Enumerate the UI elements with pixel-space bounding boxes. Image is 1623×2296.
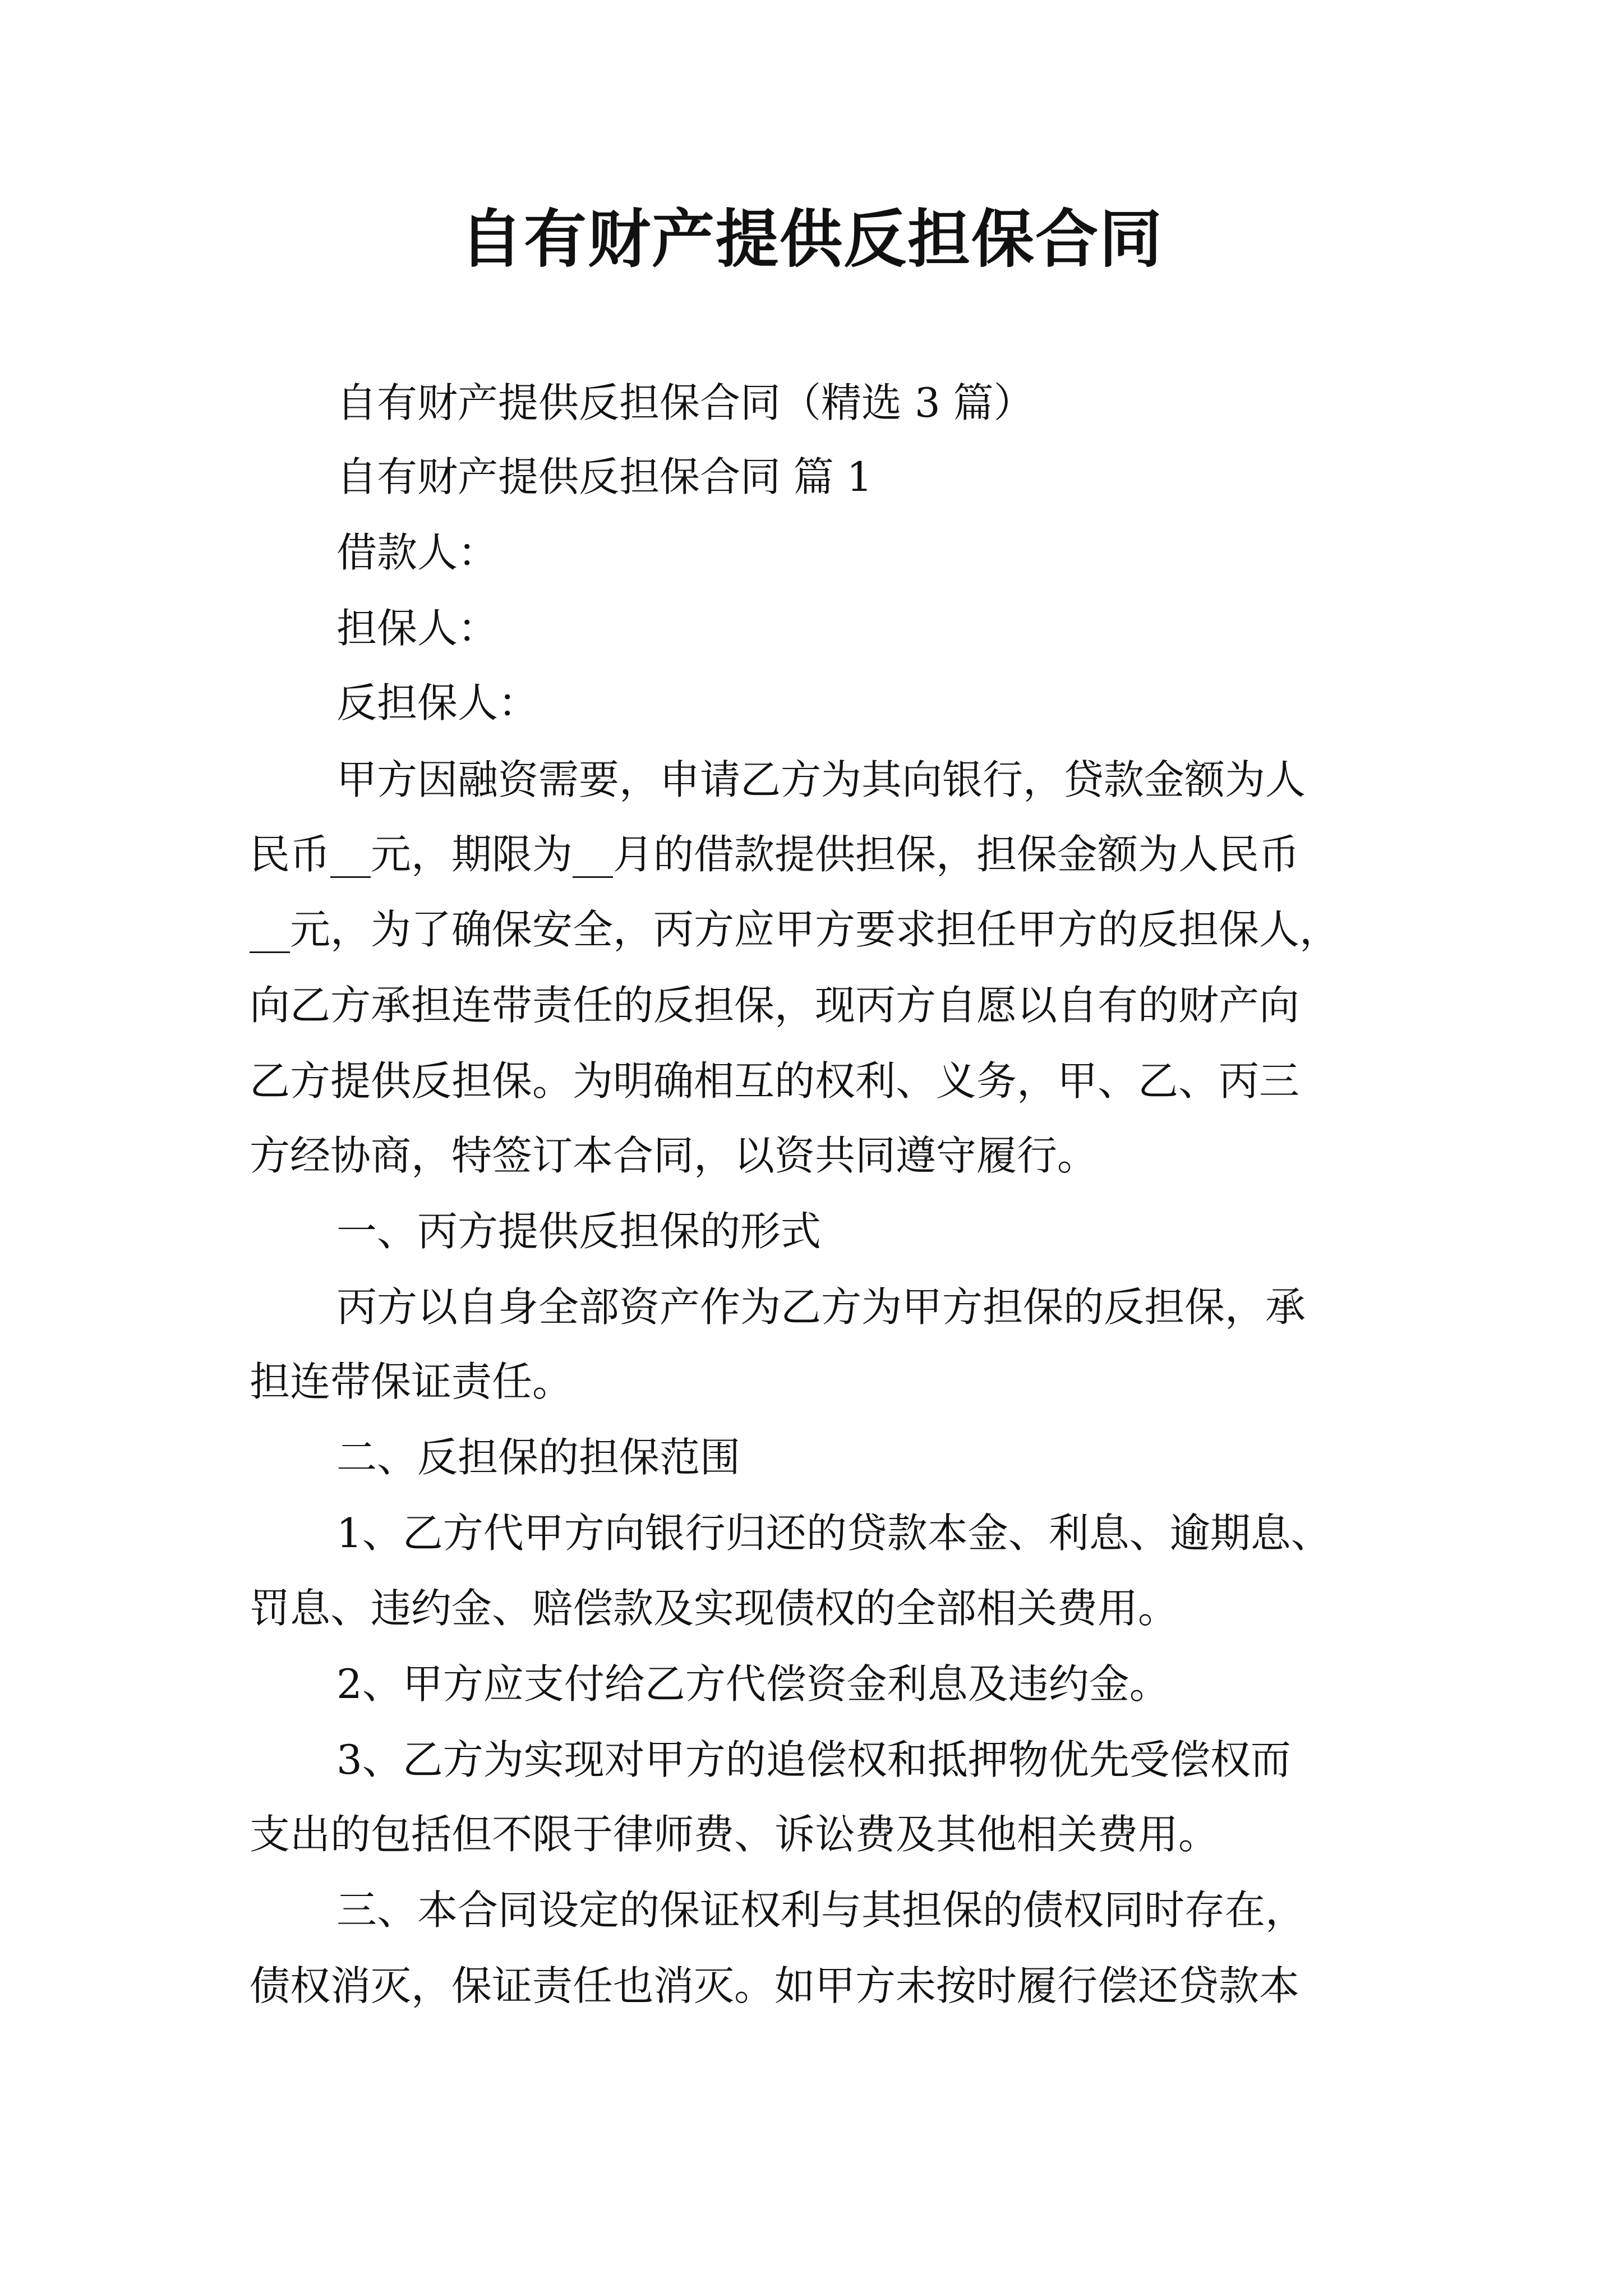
party-counter-guarantor: 反担保人：	[336, 679, 539, 726]
paragraph-line: __元，为了确保安全，丙方应甲方要求担任甲方的反担保人，	[250, 906, 1340, 953]
document-title: 自有财产提供反担保合同	[460, 203, 1163, 276]
subtitle-line: 自有财产提供反担保合同（精选 3 篇）	[336, 379, 1034, 426]
party-borrower: 借款人：	[336, 529, 499, 576]
paragraph-line: 2、甲方应支付给乙方代偿资金利息及违约金。	[336, 1660, 1170, 1708]
paragraph-line: 支出的包括但不限于律师费、诉讼费及其他相关费用。	[250, 1811, 1219, 1858]
paragraph-line: 债权消灭，保证责任也消灭。如甲方未按时履行偿还贷款本	[250, 1962, 1300, 2009]
clause-heading: 三、本合同设定的保证权利与其担保的债权同时存在，	[336, 1887, 1306, 1934]
section-heading: 自有财产提供反担保合同 篇 1	[336, 453, 873, 500]
paragraph-line: 向乙方承担连带责任的反担保，现丙方自愿以自有的财产向	[250, 982, 1300, 1029]
paragraph-line: 甲方因融资需要，申请乙方为其向银行，贷款金额为人	[336, 756, 1306, 803]
paragraph-line: 方经协商，特签订本合同，以资共同遵守履行。	[250, 1132, 1098, 1179]
paragraph-line: 乙方提供反担保。为明确相互的权利、义务，甲、乙、丙三	[250, 1057, 1300, 1105]
clause-heading: 一、丙方提供反担保的形式	[336, 1208, 822, 1255]
clause-heading: 二、反担保的担保范围	[336, 1434, 741, 1481]
paragraph-line: 民币__元，期限为__月的借款提供担保，担保金额为人民币	[250, 831, 1300, 878]
paragraph-line: 1、乙方代甲方向银行归还的贷款本金、利息、逾期息、	[336, 1510, 1331, 1557]
paragraph-line: 3、乙方为实现对甲方的追偿权和抵押物优先受偿权而	[336, 1736, 1291, 1783]
party-guarantor: 担保人：	[336, 605, 499, 652]
paragraph-line: 丙方以自身全部资产作为乙方为甲方担保的反担保，承	[336, 1283, 1306, 1331]
paragraph-line: 罚息、违约金、赔偿款及实现债权的全部相关费用。	[250, 1585, 1179, 1632]
paragraph-line: 担连带保证责任。	[250, 1358, 573, 1405]
